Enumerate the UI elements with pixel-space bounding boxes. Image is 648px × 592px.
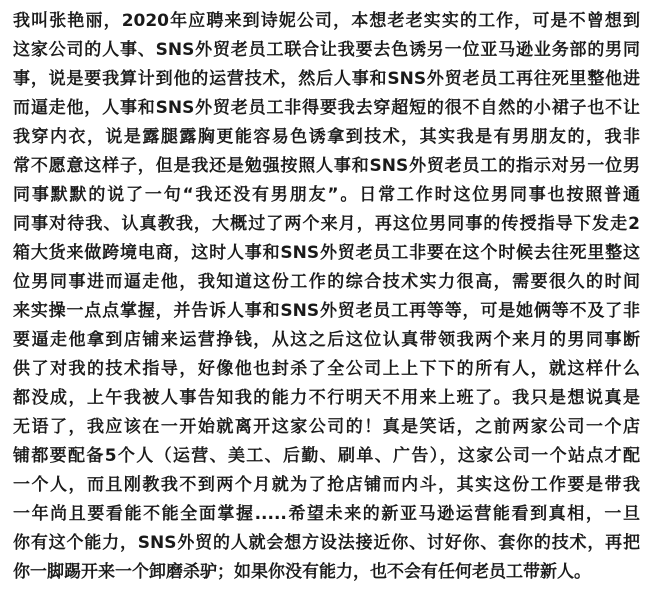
- text-line-1: 我叫张艳丽，2020年应聘来到诗妮公司，本想老老实实的工作，可是不曾想到: [13, 11, 640, 31]
- text-line-4: 而逼走他，人事和SNS外贸老员工非得要我去穿超短的很不自然的小裙子也不让: [13, 98, 640, 118]
- text-line-7: 同事默默的说了一句“我还没有男朋友”。日常工作时这位男同事也按照普通: [13, 185, 640, 205]
- text-line-9: 箱大货来做跨境电商，这时人事和SNS外贸老员工非要在这个时候去往死里整这: [13, 243, 640, 263]
- text-line-11: 来实操一点点掌握，并告诉人事和SNS外贸老员工再等等，可是她俩等不及了非: [13, 301, 640, 321]
- text-line-15: 无语了，我应该在一开始就离开这家公司的！真是笑话，之前两家公司一个店: [13, 417, 640, 437]
- text-line-18: 一年尚且要看能不能全面掌握.....希望未来的新亚马逊运营能看到真相，一旦: [13, 504, 640, 524]
- text-line-17: 一个人，而且刚教我不到两个月就为了抢店铺而内斗，其实这份工作要是带我: [13, 475, 640, 495]
- text-line-6: 常不愿意这样子，但是我还是勉强按照人事和SNS外贸老员工的指示对另一位男: [13, 156, 640, 176]
- text-line-8: 同事对待我、认真教我，大概过了两个来月，再这位男同事的传授指导下发走2: [13, 214, 640, 234]
- text-line-3: 事，说是要我算计到他的运营技术，然后人事和SNS外贸老员工再往死里整他进: [13, 69, 640, 89]
- text-line-19: 你有这个能力，SNS外贸的人就会想方设法接近你、讨好你、套你的技术，再把: [13, 533, 640, 553]
- text-line-2: 这家公司的人事、SNS外贸老员工联合让我要去色诱另一位亚马逊业务部的男同: [13, 40, 640, 60]
- text-line-12: 要逼走他拿到店铺来运营挣钱，从这之后这位认真带领我两个来月的男同事断: [13, 330, 640, 350]
- text-line-10: 位男同事进而逼走他，我知道这份工作的综合技术实力很高，需要很久的时间: [13, 272, 640, 292]
- text-line-14: 都没成，上午我被人事告知我的能力不行明天不用来上班了。我只是想说真是: [13, 388, 640, 408]
- text-line-13: 供了对我的技术指导，好像他也封杀了全公司上上下下的所有人，就这样什么: [13, 359, 640, 379]
- text-line-20: 你一脚踢开来一个卸磨杀驴；如果你没有能力，也不会有任何老员工带新人。: [13, 562, 591, 582]
- text-line-5: 我穿内衣，说是露腿露胸更能容易色诱拿到技术，其实我是有男朋友的，我非: [13, 127, 640, 147]
- text-line-16: 铺都要配备5个人（运营、美工、后勤、刷单、广告），这家公司一个站点才配: [13, 446, 640, 466]
